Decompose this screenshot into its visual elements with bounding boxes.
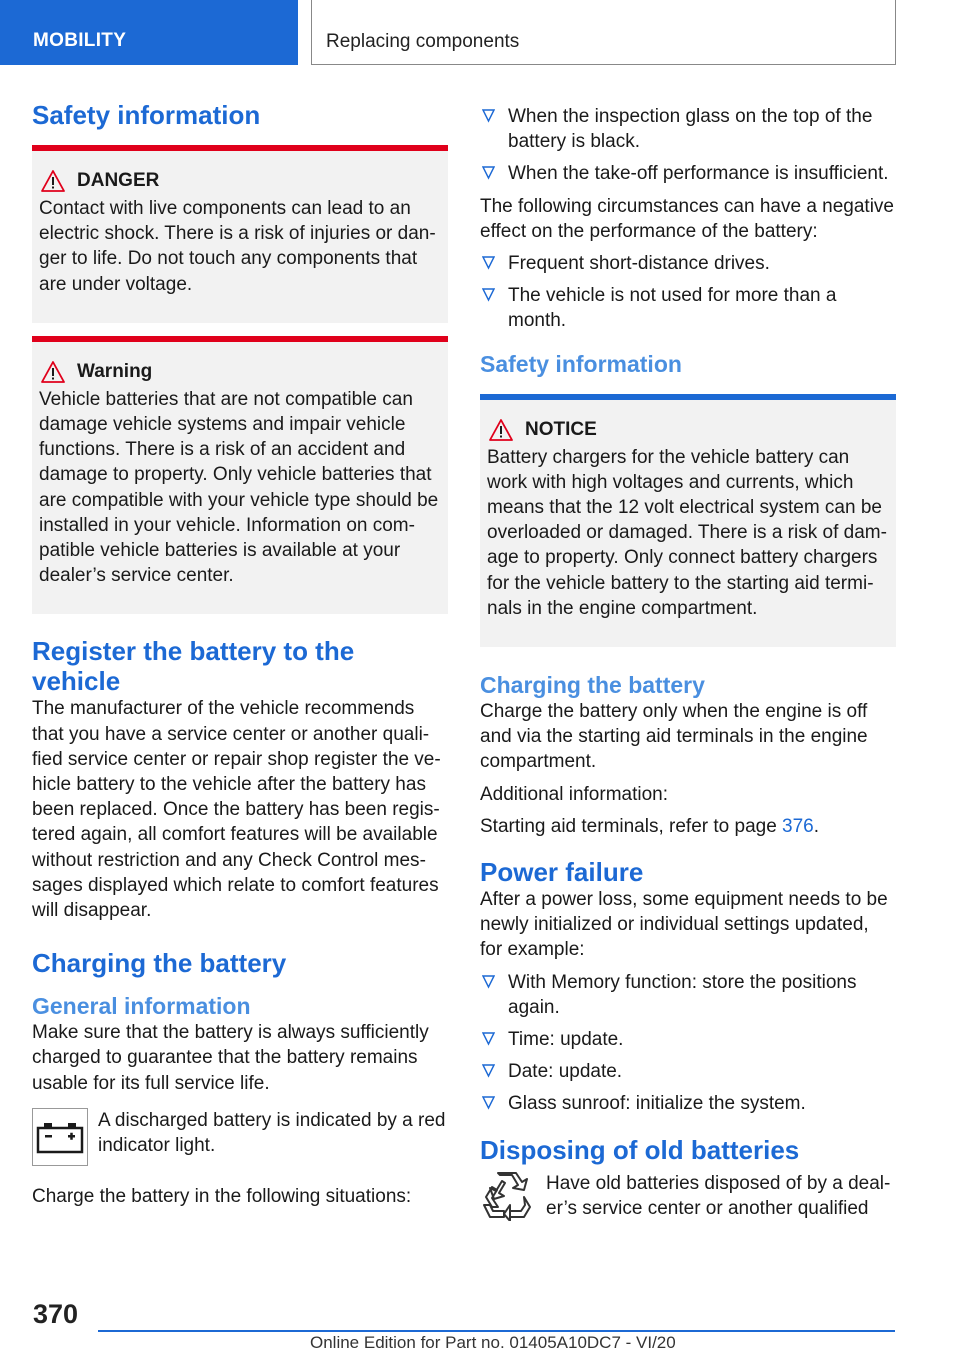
warning-triangle-icon	[41, 361, 65, 383]
footer-divider	[98, 1330, 895, 1332]
disposing-row	[480, 1171, 896, 1221]
charging-text: Charge the battery only when the engine is off and via the starting aid terminals in the engine compartment.	[480, 701, 868, 773]
additional-text: Additional information:	[480, 783, 668, 805]
negative-list	[480, 251, 896, 334]
page-link[interactable]: 376	[782, 815, 814, 837]
charging-heading: Charging the battery	[32, 948, 287, 979]
list-item: The vehicle is not used for more than a month.	[480, 283, 896, 333]
warning-triangle-icon	[489, 419, 513, 441]
list-item: When the inspection glass on the top of the battery is black.	[480, 104, 896, 154]
notice-text: Battery chargers for the vehicle battery can work with high voltages and currents, which means that the 12 volt electrical system can be overloaded or damaged. There is a risk of damage to property. Only connect battery chargers for the vehicle battery to the starting aid terminals in the engine compartment.	[487, 446, 887, 619]
charging-heading-2: Charging the battery	[480, 672, 705, 699]
indicator-text: A discharged battery is indicated by a red indicator light.	[98, 1109, 446, 1157]
warning-text: Vehicle batteries that are not compatible can damage vehicle systems and impair vehicle functions. There is a risk of an accident and damage to property. Only vehicle batteries that are compatible with your vehicle type should be installed in your vehicle. Information on compatible vehicle batteries is available at your dealer’s service center.	[39, 388, 439, 587]
list-item: When the take-off performance is insufficient.	[480, 161, 896, 186]
footer-edition: Online Edition for Part no. 01405A10DC7 - VI/20	[310, 1333, 676, 1352]
danger-box	[32, 145, 448, 323]
warning-triangle-icon	[41, 170, 65, 192]
power-text: After a power loss, some equipment needs to be newly initialized or individual settings updated, for example:	[480, 889, 888, 961]
register-heading: Register the battery to the vehicle	[32, 636, 355, 697]
list-item: Time: update.	[480, 1027, 896, 1052]
left-column	[32, 100, 448, 1216]
general-text: Make sure that the battery is always sufficiently charged to guarantee that the battery remains usable for its full service life.	[32, 1022, 429, 1094]
chapter-title: Replacing components	[326, 31, 520, 52]
list-item: Date: update.	[480, 1059, 896, 1084]
situations-text: Charge the battery in the following situations:	[32, 1185, 412, 1207]
starting-aid-ref: Starting aid terminals, refer to page 376.	[480, 815, 820, 837]
triangle-bullet-icon	[482, 166, 495, 180]
triangle-bullet-icon	[482, 1096, 495, 1110]
section-label: MOBILITY	[33, 30, 127, 51]
disposing-text: Have old batteries disposed of by a dealer’s service center or another qualified	[546, 1172, 891, 1219]
list-item: Frequent short-distance drives.	[480, 251, 896, 276]
triangle-bullet-icon	[482, 288, 495, 302]
triangle-bullet-icon	[482, 1064, 495, 1078]
negative-text: The following circumstances can have a negative effect on the performance of the battery:	[480, 195, 895, 242]
list-item: Glass sunroof: initialize the system.	[480, 1091, 896, 1116]
general-heading: General information	[32, 993, 251, 1020]
indicator-row	[32, 1108, 448, 1166]
right-column	[480, 104, 896, 1239]
triangle-bullet-icon	[482, 1032, 495, 1046]
notice-label: NOTICE	[525, 418, 597, 440]
warning-label: Warning	[77, 360, 153, 382]
page-number: 370	[33, 1299, 79, 1329]
situations-list	[480, 104, 896, 187]
recycling-icon	[480, 1171, 532, 1221]
disposing-heading: Disposing of old batteries	[480, 1134, 800, 1165]
battery-indicator-icon	[32, 1108, 88, 1166]
triangle-bullet-icon	[482, 109, 495, 123]
danger-text: Contact with live components can lead to an electric shock. There is a risk of injuries or danger to life. Do not touch any components that are under voltage.	[39, 198, 436, 295]
register-text: The manufacturer of the vehicle recommends that you have a service center or another qualified service center or repair shop register the vehicle battery to the vehicle after the battery has been replaced. Once the battery has been registered again, all comfort features will be available without restriction and any Check Control messages displayed which relate to comfort features will disappear.	[32, 698, 441, 922]
triangle-bullet-icon	[482, 975, 495, 989]
power-list	[480, 970, 896, 1117]
warning-box	[32, 336, 448, 615]
power-heading: Power failure	[480, 857, 644, 888]
safety-heading: Safety information	[32, 100, 261, 130]
list-item: With Memory function: store the positions again.	[480, 970, 896, 1020]
danger-label: DANGER	[77, 170, 160, 191]
safety-heading-2: Safety information	[480, 350, 682, 377]
notice-box	[480, 394, 896, 647]
section-tab	[0, 0, 298, 65]
chapter-header	[311, 0, 896, 65]
triangle-bullet-icon	[482, 256, 495, 270]
